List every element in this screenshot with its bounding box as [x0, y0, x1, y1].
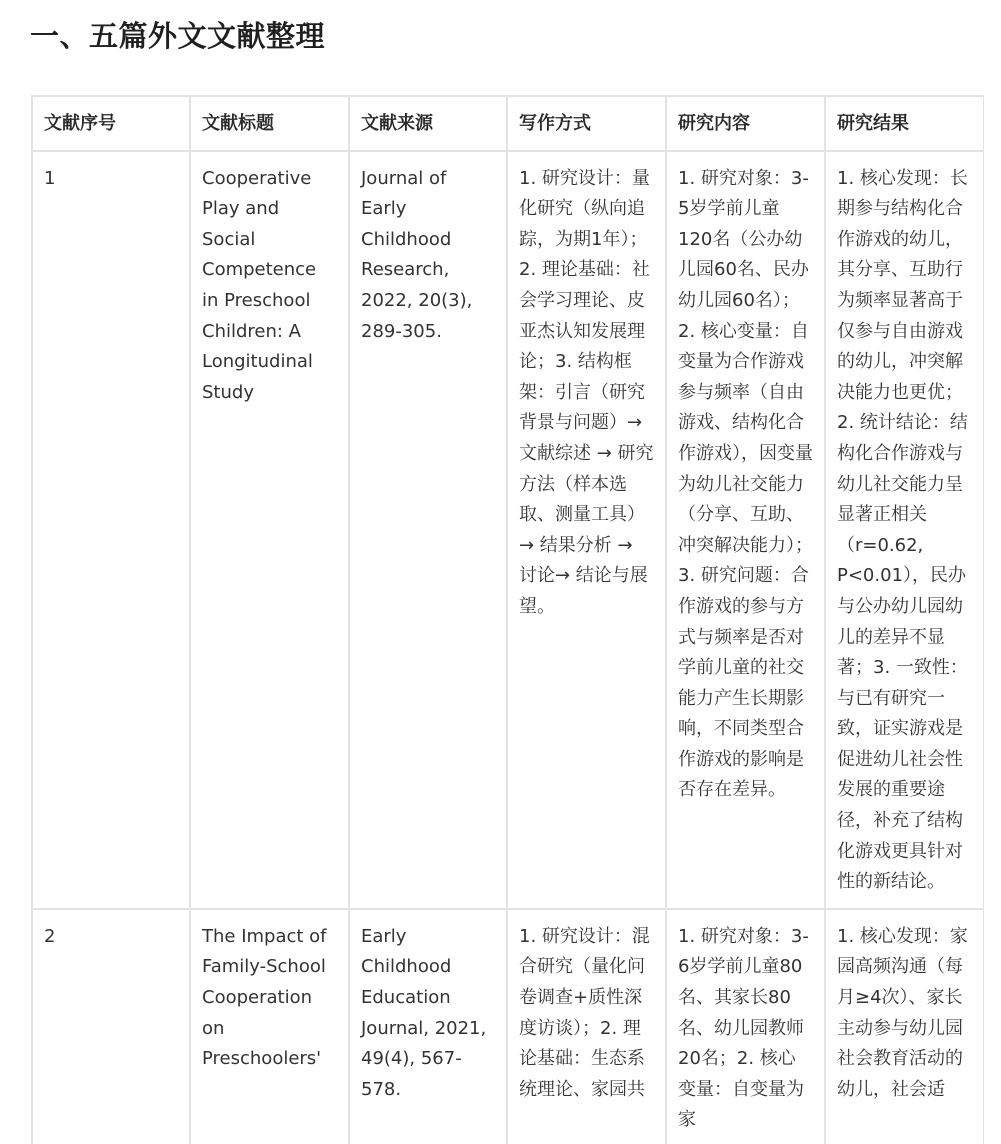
- header-index: 文献序号: [32, 96, 190, 151]
- page-title: 一、五篇外文文献整理: [30, 19, 326, 53]
- table-row: [32, 909, 984, 1144]
- cell-result: [825, 909, 984, 1144]
- title-text: Cooperative Play and Social Competence in Preschool Children: A Longitudinal Study: [202, 167, 317, 403]
- result-text: 1. 核心发现：长期参与结构化合作游戏的幼儿，其分享、互助行为频率显著高于仅参与自由游戏的幼儿，冲突解决能力也更优；2. 统计结论：结构化合作游戏与幼儿社交能力呈显著正相关（r=0.62, P<0.01），民办与公办幼儿园幼儿的差异不显著；3. 一致性：与已有研究一致，证实游戏是促进幼儿社会性发展的重要途径，补充了结构化游戏更具针对性的新结论。: [837, 167, 968, 893]
- index-text: 1: [44, 167, 56, 189]
- source-text: Journal of Early Childhood Research, 2022, 20(3), 289-305.: [361, 167, 473, 342]
- literature-table-container: [31, 95, 984, 1144]
- method-text: 1. 研究设计：混合研究（量化问卷调查+质性深度访谈）；2. 理论基础：生态系统理论、家园共: [519, 925, 650, 1100]
- table-row: [32, 151, 984, 909]
- result-text: 1. 核心发现：家园高频沟通（每月≥4次）、家长主动参与幼儿园社会教育活动的幼儿，社会适: [837, 925, 968, 1100]
- cell-index: [32, 909, 190, 1144]
- method-text: 1. 研究设计：量化研究（纵向追踪，为期1年）；2. 理论基础：社会学习理论、皮亚杰认知发展理论；3. 结构框架：引言（研究背景与问题）→ 文献综述 → 研究方法（样本选取、测量工具）→ 结果分析 → 讨论→ 结论与展望。: [519, 167, 654, 617]
- header-source: 文献来源: [349, 96, 507, 151]
- cell-title: [190, 151, 349, 909]
- cell-source: [349, 909, 507, 1144]
- index-text: 2: [44, 925, 56, 947]
- table-header-row: [32, 96, 984, 151]
- cell-content: [666, 151, 825, 909]
- source-text: Early Childhood Education Journal, 2021, 49(4), 567-578.: [361, 925, 487, 1100]
- header-method: 写作方式: [507, 96, 666, 151]
- cell-source: [349, 151, 507, 909]
- literature-table: [31, 95, 984, 1144]
- cell-method: [507, 909, 666, 1144]
- content-text: 1. 研究对象：3-5岁学前儿童120名（公办幼儿园60名、民办幼儿园60名）；2. 核心变量：自变量为合作游戏参与频率（自由游戏、结构化合作游戏），因变量为幼儿社交能力（分享、互助、冲突解决能力）；3. 研究问题：合作游戏的参与方式与频率是否对学前儿童的社交能力产生长期影响，不同类型合作游戏的影响是否存在差异。: [678, 167, 813, 801]
- header-title: 文献标题: [190, 96, 349, 151]
- cell-content: [666, 909, 825, 1144]
- content-text: 1. 研究对象：3-6岁学前儿童80名、其家长80名、幼儿园教师20名；2. 核心变量：自变量为家: [678, 925, 809, 1131]
- cell-result: [825, 151, 984, 909]
- header-result: 研究结果: [825, 96, 984, 151]
- cell-title: [190, 909, 349, 1144]
- header-content: 研究内容: [666, 96, 825, 151]
- title-text: The Impact of Family-School Cooperation on Preschoolers': [202, 925, 327, 1070]
- cell-method: [507, 151, 666, 909]
- cell-index: [32, 151, 190, 909]
